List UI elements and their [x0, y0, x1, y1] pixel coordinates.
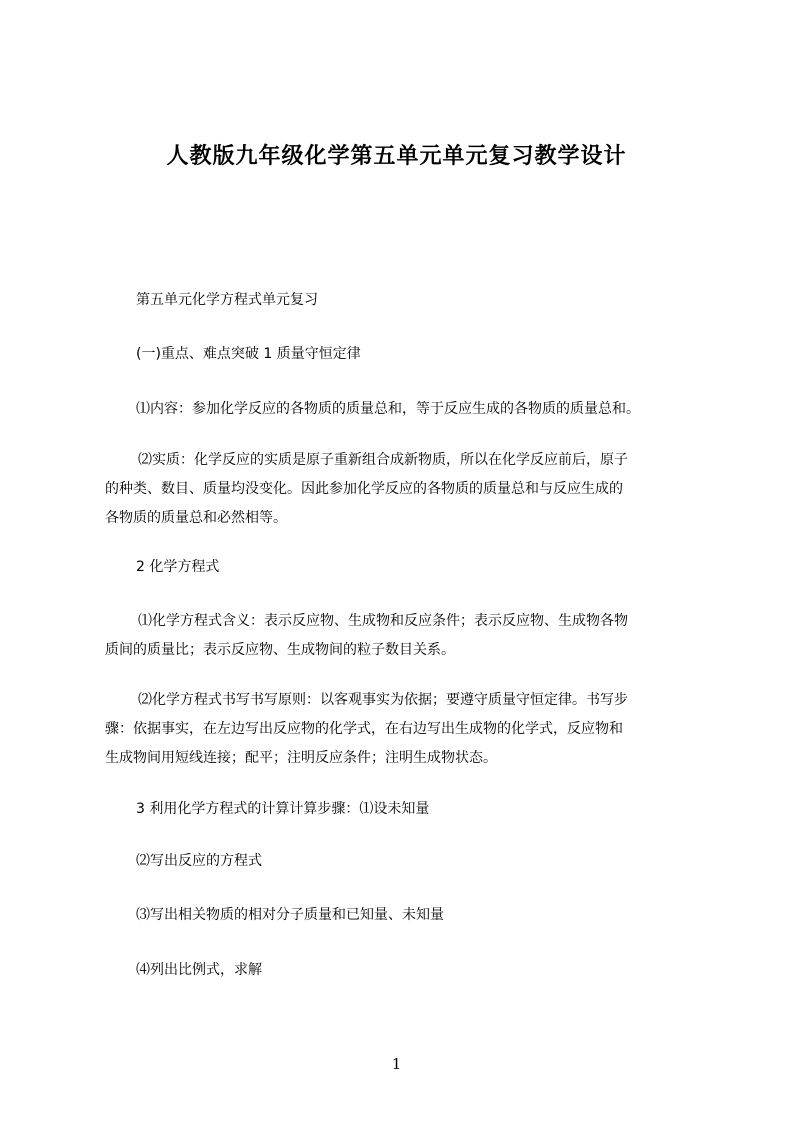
text-line: ⑵化学方程式书写书写原则：以客观事实为依据；要遵守质量守恒定律。书写步 [138, 692, 628, 708]
page-number: 1 [391, 1055, 402, 1073]
text-line: 骤：依据事实，在左边写出反应物的化学式，在右边写出生成物的化学式，反应物和 [105, 721, 623, 737]
text-line: (一)重点、难点突破 1 质量守恒定律 [136, 346, 361, 362]
text-line: ⑵实质：化学反应的实质是原子重新组合成新物质，所以在化学反应前后，原子 [138, 452, 628, 468]
text-line: ⑴内容：参加化学反应的各物质的质量总和，等于反应生成的各物质的质量总和。 [136, 401, 640, 417]
text-line: 2 化学方程式 [136, 559, 220, 575]
text-line: ⑶写出相关物质的相对分子质量和已知量、未知量 [136, 907, 444, 923]
subsection-heading [136, 553, 219, 582]
subsection-heading [136, 795, 429, 824]
paragraph [136, 956, 262, 985]
text-line: 的种类、数目、质量均没变化。因此参加化学反应的各物质的质量总和与反应生成的 [105, 481, 623, 497]
paragraph [136, 901, 444, 930]
subsection-heading [136, 340, 361, 369]
text-line: 质间的质量比；表示反应物、生成物间的粒子数目关系。 [105, 642, 455, 658]
paragraph [105, 686, 628, 773]
text-line: ⑵写出反应的方程式 [136, 853, 262, 869]
document-title: 人教版九年级化学第五单元单元复习教学设计 [166, 144, 627, 169]
paragraph [105, 607, 628, 665]
text-line: 第五单元化学方程式单元复习 [136, 292, 318, 308]
paragraph [136, 395, 640, 424]
paragraph [136, 847, 262, 876]
text-line: 各物质的质量总和必然相等。 [105, 510, 287, 526]
text-line: 3 利用化学方程式的计算计算步骤：⑴设未知量 [136, 801, 430, 817]
section-heading [136, 286, 318, 315]
text-line: ⑷列出比例式，求解 [136, 962, 262, 978]
paragraph [105, 446, 628, 533]
text-line: 生成物间用短线连接；配平；注明反应条件；注明生成物状态。 [105, 750, 497, 766]
text-line: ⑴化学方程式含义：表示反应物、生成物和反应条件；表示反应物、生成物各物 [138, 613, 628, 629]
